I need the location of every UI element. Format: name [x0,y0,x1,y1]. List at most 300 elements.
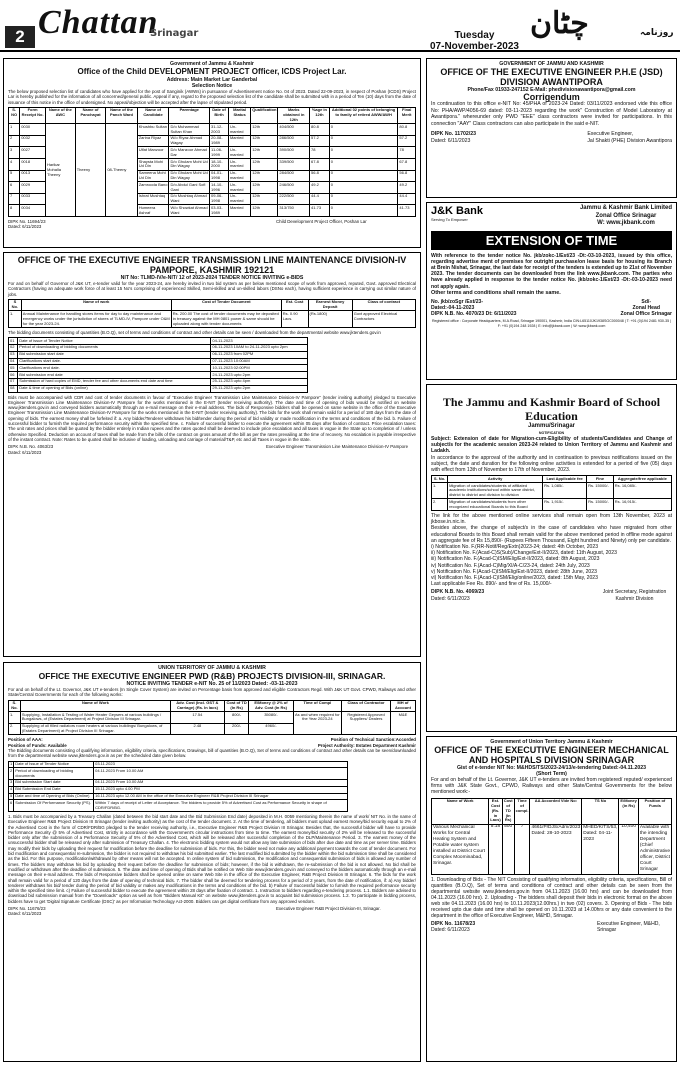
header-cell: S No. [9,299,22,311]
header-cell: Cost of TD (In Rs) [503,798,513,823]
table-cell: 25-11-2023 upto 4pm [211,378,308,385]
table-cell: Rs. 200.00 The cost of tender documents may be deposited in treasury against the MH 0801 power & same should be uploaded along with tender documents [171,311,281,327]
list-item: i) Notification No. F.(RR-Notif/Reg/Extn)2023-24; dated: 4th October, 2023 [431,544,599,551]
table-cell: 04.11.2023 From 10.00 AM [94,779,348,786]
notice-link: The link for the above mentioned online services shall remain open from 13th November, 2023 at jkbose.in.nic.in. [431,513,672,526]
table-cell: Theeny [75,124,106,217]
table-cell: 06-11-2023 10AM to 24-11-2023 upto 2pm [211,344,308,351]
table-cell: 10,400 [619,824,638,874]
page-number: 2 [5,26,35,48]
header-cell: Est. Cost (Rs. in Lacs) [490,798,501,823]
signatory: Executive Engineer Transmission Line Maintenance Division-IV Pampore [266,444,409,450]
signatory: Zonal Head [632,304,660,311]
table-cell: 5 [9,170,20,182]
table-cell: Various Mechanical Works for Central Heating System and Potable water system installed at District Court Complex Moominabad, Srinagar. [432,824,489,874]
table-cell: 06 [9,372,18,379]
table-cell: Ishrat Mushtaq [137,193,169,205]
header-cell: Aggregate/free applicable [613,476,671,483]
table-cell: D/o Muhammad Sultan Khan [169,124,210,136]
table-cell: 2 [9,135,20,147]
header-cell: Fine [587,476,614,483]
table-cell: 800/- [224,712,248,724]
signatory: Executive Engineer, M&HD, Srinagar [597,921,660,934]
table-cell: 0018 [20,159,46,171]
table-cell: 2. [9,723,21,735]
table-row [432,483,672,499]
notice-subject: Subject: Extension of date for Migration-cum-Eligibility of students/Candidates and Change of subject/s for the academic session 2023-24 related to Union Territory of Jammu and Kashmir and Ladakh. [431,436,672,455]
table-cell: 2.48 [170,723,224,735]
table-cell: 80.8 [398,124,416,136]
table-cell: Period of downloading of bidding documents [18,344,211,351]
table-cell: Un-married [228,193,250,205]
table-cell: Married [228,135,250,147]
header-cell: Marital Status [228,107,250,123]
list-item: ii) Notification No. F.(Acad-C)S(Sub)/Change/Ext-II/2023, dated: 11th August, 2023 [431,550,617,557]
table-row [9,768,348,780]
table-cell: 41.73 [310,205,330,217]
tlm-notice [3,252,421,657]
notice-body: 1. Bids must be accompanied by a Treasury Challan (dated between the bid start date and the Bid Submission End date) deposited in M.H. 0059 mentioning therein the name of work/ NIT No. in the name of Executive Engineer R&B Project Division III Srinagar (tender inviting authority) as the cost of the tender document. 2. At the time of tendering, all bidders must upload earnest money/bid security equal to 2% of the Advertised Cost in the form of CDR/FDR/BG pledged to the tender receiving authority, i.e., Executive Engineer R&B Project Division III Srinagar. Besides that, the successful bidder will have to provide Performance Security @ 5% of Advertised Cost, strictly in accordance with the Government's circular instructions from time to time. The earnest money/bid security of 2% will be released to the successful bidder only after the submission of a Performance Security of 5% of the Advertised Cost, which will be released after successful completion of the DLP/Maintenance Period. 3. The earnest money of the unsuccessful bidder shall be released only after submission of Treasury Challan. 4. The electronic bidding system would not allow any late submission of bids after due date and time as per server time. Bidders may modify their bids by uploading their request for modification before the deadline for submission of bids. For this, the bidder need not make any additional payment towards the cost of tender document. For bid modification and consequential re-submission, the bidder is not required to withdraw his bid submitted earlier. The last modified bid submitted by the bidder within the bid submission time shall be considered as the bid. For this purpose, modification/withdrawal by other means will not be accepted. In online system of bid submission, the modification and consequential submission of bids is allowed any number of times. The bidders may withdraw his bid by uploading their request before the deadline for submission of bids; however, if the bid is withdrawn, the re-submission of the bid is not allowed. No bid shall be modified or withdrawn after the deadline of submission. 5. The date and time of opening of Bids shall be notified on Web Site www.jktenders.gov.in and conveyed to the bidders automatically through an e-mail message on their e-mail address. The bids of Responsive bidders shall be opened online on same Web Site in the office of the Executive Engineer, R&B Project Division III Srinagar. 6. The bids for the work shall remain valid for a period of 120 days from the date of opening of technical bids. 7. The bidder shall be deemed for tendering process for a period of 2 years, from the date of notification, if: a) Any bidder/ tenderer withdraws his bid/ tender during the period of bid validity or makes any modifications in the terms and conditions of the bid. b) Failure of Successful bidder to furnish the required performance security within the specified time limit. c) Failure of successful bidder to execute the agreement within 28 days after fixation of contract. 1. Instruction to bidders regarding e-tendering process. 1.1. Bidders are advised to download bid submission manual from the "Downloads" option as well as from "Bidders Manual Kit" on website www.jktenders.gov.in to acquaint bid submission process. 1.2. To participate in bidding process, bidders have to get 'Digital Signature Certificate (DSC)' as per Information Technology Act-2000. Bidders can get digital certificate from any approved vendors. [8,813,416,904]
header-cell: Parentage [169,107,210,123]
table-cell: 56.8 [398,170,416,182]
notice-term: (Short Term) [536,771,567,777]
dipk-number: DIPK No. 11694/23 [8,219,46,225]
issue-date-text: 07-November-2023 [430,41,519,52]
table-row [9,365,308,372]
bank-logo: J&K Bank [431,205,483,217]
notice-nit: NOTICE INVITING TENDER e-NIT No. 25 of 11/2023 Dated: -03-11-2023 [126,681,298,687]
table-cell: 67.8 [398,159,416,171]
table-cell: Humeera Ashraf [137,205,169,217]
bank-website: W: www.jkbank.com [597,220,655,226]
header-cell: TS No [582,798,619,824]
table-cell: 0 [329,205,398,217]
table-cell: 41.73 [398,205,416,217]
table-cell: 15.11.2023 upto 4.00 PM [94,786,348,793]
notice-body: 1. Downloading of Bids - The NIT Consisting of qualifying information, eligibility criteria, specifications, Bill of quantities (B.O.Q), Set of terms and conditions of contract and other details can be seen from the departmental website www.jktenders.gov.in from 04.11.2023 (16.00 hrs) and can be downloaded from 04.11.2023 (16.00 hrs). 2. Uploading - The bidders shall deposit their bids in electronic format on the above web site 04.11.2023 (16.00 hrs) to 10.11.2023(12.00hrs.) in two (02) covers. 3. Opening of Bids - The bids received upto due date and time shall be opened on 10.11.2023 at 14.00hrs or any date convenient to the department in the office of Executive Engineer, M&HD, Srinagar. [431,876,672,920]
notice-body: The below proposed selection list of candidates who have applied for the post of Sanginik (AWWs) in pursuance of Advertisement notice No. 04 of 2023. Dated 22-09-2023, in respect of Poshan (ICDS) Project Lar is hereby published for the information of all concerned/general public. Appeal if any, regard to the proposed selection list of the candidate shall be submitted with in a period of Ten (10) days from the date of issuance of this notice in the office of undersigned. No appeal/objection will be accepted after the lapse of stipulated period. [8,89,416,105]
newspaper-city: Srinagar [150,28,199,39]
table-row [9,385,308,392]
table-cell: MHED/K/TS/53, Dated: 04-11-2023 [582,824,619,874]
table-cell: 24-11-2023 upto 2pm [211,372,308,379]
ref-number: No. jkb/zoSgr /Est/23- [431,298,484,305]
notice-signature [8,444,416,455]
header-cell: Qualification [251,107,278,123]
notice-body: In continuation to this office e-NIT No: 45/PHA of 2023-24 Dated: 03/11/2023 endorsed vide this office No: PHA/AWP/4056-69 dated: 03-11-2023 regarding the work" Construction of Model Laboratory at Awantipora." whereunder only PWD "EEE" class contractors were invited for participations. In this connection "AAY" Class contractors can also participate in the said e-NIT. [431,101,672,127]
dipk-number: DIPK N.B. No. 4069/23 [431,589,485,596]
issue-day: Tuesday [454,30,495,41]
table-row [9,793,348,800]
table-cell: W/o Riyaz Ahmad Wagay [169,135,210,147]
table-cell: Migration of candidates/students from other recognized educational Boards to this Board [448,499,543,511]
table-cell: 1 [10,761,13,767]
header-cell: E/Money @ 2% of Adv. Cost (In Rs) [249,700,293,712]
table-row [9,779,348,786]
table-cell: 04-11-2023 [211,338,308,345]
table-cell: 0 [329,124,398,136]
table-cell: 29-11-2023 upto 2pm [211,385,308,392]
notice-gov: UNION TERRITORY OF JAMMU & KASHMIR [158,665,266,671]
fee-table [431,475,672,511]
table-cell: Shaysta Mohi Ud Din [137,159,169,171]
table-cell: 6 [9,182,20,194]
table-cell: 20-08-1989 [210,135,229,147]
table-cell: (Rs.1800) [308,311,352,327]
list-item: vi) Notification No. F.(Acad-C)ISM/Elig/online/2023, dated: 15th May, 2023 [431,575,598,582]
notice-intro: For and on behalf of the Lt. Governor, J&K UT e-tenders are invited from registered/ reputed/ experienced firms with J&K State Govt., CPWD, Railways and other State/Central Governments for the below mentioned work:- [431,777,672,796]
table-cell: 49.2 [310,182,330,194]
schedule-note: The Bidding documents consisting of qualifying information, eligibility criteria, specifications, Drawings, bill of quantities (B.O.Q), Set of terms and conditions of contract and other details can be seen/downloaded from the departmental website www.jktenders.gov.in as per the scheduled date given below. [8,747,416,759]
table-cell: 0032 [20,135,46,147]
bank-brand [431,205,483,228]
table-cell: Within 7 days of receipt of Letter of Acceptance. The bidders to provide 5% of Advertised Cost as Performance Security in shape of CDR/FDR/BG. [94,800,348,812]
table-cell: 0 [329,182,398,194]
table-cell: M&E [390,712,415,735]
table-cell: 12th [251,182,278,194]
table-cell: 04-01-1998 [210,170,229,182]
table-cell: Rs. 16,085/- [613,483,671,499]
funds-label: Position of Funds: Available [8,742,67,748]
table-cell: 500 [502,824,514,874]
table-cell: 12th [251,205,278,217]
table-cell: 12th [251,159,278,171]
table-cell: 7 [514,824,530,874]
notice-signature [431,299,672,318]
notice-gov: GOVERNMENT OF JAMMU AND KASHMIR [499,61,604,67]
table-row [9,351,308,358]
newspaper-logo: Chattan [38,4,159,41]
table-cell: 14-10-1996 [210,182,229,194]
notice-signature [8,219,416,230]
header-cell: AA Accorded Vide No: [530,798,582,824]
list-item: v) Notification No. F.(Acad-C)ISM/Elig/Ext-II/2023, dated: 28th June, 2023 [431,568,597,575]
list-item: iv) Notification No. F.(Acad-C)Mig/XI/A-C/23-24, dated: 24th July, 2023 [431,562,590,569]
header-cell: Name of Work [432,798,489,824]
table-row [9,712,416,724]
notice-contact: Phone/Fax 01933-247152 E-Mail: phedivisionawantipora@gmail.com [467,87,636,93]
dipk-number: DIPK N.B. No. 4070/23 Dt: 6/11/2023 [431,311,517,318]
notice-other: Other terms and conditions shall remain the same. [431,289,561,296]
signatory: Executive Engineer, [587,131,634,138]
table-cell: As and when required for the Year 2023-24 [293,712,341,735]
jkbank-notice [426,202,677,380]
work-table [8,700,416,736]
table-cell: 284/500 [278,170,310,182]
table-cell: Registered Approved Suppliers/ Dealers [342,712,391,735]
table-cell: 0027 [20,147,46,159]
table-cell: 10-11-2023 02:00PM [211,365,308,372]
table-cell: 12th [251,170,278,182]
schedule-table [8,337,308,392]
table-cell: 17.54 [170,712,224,724]
notice-title: OFFICE THE EXECUTIVE ENGINEER PWD (R&B) PROJECTS DIVISION-III, SRINAGAR. [38,671,386,681]
header-cell: Position of Funds [638,798,671,824]
table-cell: 18-10-2000 [210,159,229,171]
table-cell: D/o Manzoor Ahmad Dar [169,147,210,159]
table-cell: 1 [9,124,20,136]
table-cell: Date & time of opening of Bids (online) [18,385,211,392]
table-cell: Clarifications end date. [18,365,211,372]
notice-type: NOTIFICATION [538,431,565,435]
icds-notice [3,58,421,248]
notice-last: Last applicable Fee Rs. 890/- and fine of Rs. 15,000/- [431,581,552,588]
table-cell: Rs. 15000/- [587,483,614,499]
table-cell: 4 [10,786,13,792]
notice-intro: For and on behalf of Governor of J&K UT, e-tender valid for the year 2023-24, are hereby invited in two bid system as per below mentioned scope of work from approved, reputed, Govt. approved Electrical Contractors (having an adequate work force of at least 15 No's comprising of experienced Skilled, Semi-skilled and un-skilled labors (DSNo each), having sufficient experience in carrying out similar nature of jobs. [8,281,416,297]
table-cell: 4661/P/DJS/Adm/2023 Dated: 28-10-2023 [530,824,582,874]
table-cell: Govt approved Electrical Contractors [352,311,415,327]
header-cell: Cost of Tender Document [171,299,281,311]
table-cell: 1. [9,311,22,327]
signatory: Child Development Project Officer, Poshan Lar [276,219,367,225]
table-cell: Zarina Riyaz [137,135,169,147]
table-cell: 3 [9,147,20,159]
table-cell: 12th [251,147,278,159]
table-cell: 0 [329,193,398,205]
table-row [432,824,672,874]
table-cell: 12th [251,124,278,136]
header-cell: Time of compl. [514,798,530,824]
table-cell: Rs. 0.90 Lacs. [281,311,308,327]
table-cell: D/o Abdul Gani Sofi Gani [169,182,210,194]
table-cell: 03.11.2023 [94,761,348,768]
table-row [9,338,308,345]
table-cell: Harikar Mohalla Theeny [46,124,76,217]
table-cell: Sameena Mohi Ud Din [137,170,169,182]
table-row [9,358,308,365]
header-cell: S. No. [432,476,448,483]
header-cell: Time of Compl [293,700,341,712]
table-cell: 03-03-1989 [210,205,229,217]
notice-date: Dated: 6/11/2023 [431,137,471,144]
table-cell: 404/500 [278,124,310,136]
table-cell: 12th [251,193,278,205]
notice-gov: Government of Union Territory Jammu & Kashmir [490,739,613,745]
table-cell: Ulfat Manzoor [137,147,169,159]
dipk-number: DIPK No. 11678/23 [431,921,476,928]
notice-intro: In accordance to the approval of the authority and in continuation to previous notifications issued on the subject, the date and duration for the following online activities is extended for a period of five (05) days with effect from 13th of November to 17th of November, 2023. [431,454,672,474]
notification-list [431,544,672,581]
table-cell: Zamrooda Bano [137,182,169,194]
schedule-table [8,761,348,812]
urdu-logo: چٹان [530,6,589,41]
table-cell: W/o Showkat Ahmad Wani [170,204,208,215]
urdu-tagline: روزنامہ [640,28,674,38]
table-cell: 1. [9,712,21,724]
table-cell: 0 [329,147,398,159]
table-cell: 0 [329,135,398,147]
bank-office: Zonal Office Srinagar [595,212,657,219]
header-cell: Name of Candidate [137,107,169,123]
table-header [432,798,672,824]
header-cell: %age in 12th [310,107,330,123]
table-cell: Date of issue of Tender Notice [18,338,211,345]
signatory-office: Jal Shakti (PHE) Division Awantipora [587,137,672,144]
table-cell: 4 [9,159,20,171]
bank-address [580,205,672,228]
table-cell: Bid Submission End Date [14,786,94,793]
work-table [8,299,416,328]
table-cell: Date and time of Opening of Bids (Online) [14,793,94,800]
table-cell: 0 [329,170,398,182]
table-cell: 2. [432,499,448,511]
header-cell: Cost of TD (In Rs) [224,700,248,712]
table-cell: 04.11.2023 From 10.00 AM [94,768,348,780]
list-item: iii) Notification No. F.(Acad-C)ISM/Elig/Ext-II/2023, dated: 8th August, 2023 [431,556,600,563]
header-cell: Name of Work [20,700,170,712]
table-cell: 31-12-2003 [210,124,229,136]
table-row [9,378,308,385]
aaa-value: Position of Technical Sanction:Accorded [330,737,416,743]
table-cell: 8 [9,205,20,217]
dipk-number: DIPK N.B. No. 4063/23 [8,444,54,450]
table-cell: Bid submission end date [18,372,211,379]
table-cell: 05 [9,365,18,372]
table-cell: Married [228,205,250,217]
table-cell: 286/500 [278,135,310,147]
table-cell: Available with the intending Department (Chief Administrative officer, District Court Srinagar [639,825,670,873]
notice-date: Dated: 6/11/2023 [431,927,470,934]
table-header [432,476,672,483]
header-cell: Adv. Cost (Incl. GST & Carriage) (Rs. In lacs) [170,700,224,712]
table-cell: 07-11-2023 10:00AM [211,358,308,365]
table-cell: Submission Of Performance Security (PS). [14,800,94,812]
table-cell: 7 [9,193,20,205]
table-cell: D/o Mushtaq Ahmad Wani [169,193,210,205]
table-cell: Khushbu Sultan [137,124,169,136]
table-cell: 49.2 [398,182,416,194]
table-cell: 5 [10,793,13,799]
bank-tagline: Serving To Empower [431,217,468,222]
table-cell: Un-married [228,170,250,182]
pwd-notice [3,662,421,1062]
table-cell: Migration of candidates/students of affiliated academic institutions/school within same district, district to district and division to division [448,483,543,499]
signatory: Joint Secretary, Registration Kashmir Division [602,589,667,602]
table-cell: Rs. 1,085/- [543,483,587,499]
notice-gov: Government of Jammu & Kashmir [170,61,254,67]
table-cell: 02 [9,344,18,351]
table-cell: Bid submission Start date [14,779,94,786]
table-cell: 1. [432,483,448,499]
phe-notice [426,58,677,198]
work-table [431,798,672,875]
notice-signature [431,921,672,933]
schedule-note: The bidding documents consisting of quantities (B.O.Q), set of terms and conditions of contract and other details can be seen / downloaded from the departmental website www.jktenders.gov.in [8,329,381,335]
table-row [9,124,416,136]
table-cell: 339/500 [278,159,310,171]
table-cell: 44.4 [310,193,330,205]
dipk-number: DIPK No. 11676/23 [8,905,46,911]
funds-value: Project Authority: Estates Department Kashmir [317,742,416,748]
table-cell: 11-06-1999 [210,147,229,159]
table-cell: 03 [9,351,18,358]
bank-name: Jammu & Kashmir Bank Limited [579,205,672,211]
table-row [9,800,348,812]
mech-notice [426,736,677,1062]
notice-signature [431,131,672,144]
header-cell: Activity [448,476,543,483]
signatory-office: Zonal Office Srinagar [620,311,672,318]
table-cell: 0029 [20,182,46,194]
header-cell: Est. Cost [281,299,308,311]
aaa-label: Position of AAA: [8,737,43,743]
notice-subtitle: Corrigendum [523,92,580,102]
notice-city: Jammu/Srinagar [527,423,576,429]
table-cell: 222/500 [278,193,310,205]
notice-nit: NIT No: TLMD-IV/e-NIT/ 12 of 2023-2024 TENDER NOTICE INVITING e-BIDS [120,275,304,281]
notice-date: Dated: 6/11/2023 [8,911,42,917]
table-cell: 57.2 [398,135,416,147]
table-cell: Bid submission start date [18,351,211,358]
table-cell: 01 [9,338,18,345]
header-cell: Final Merit [398,107,416,123]
header-cell: Earnest Money Deposit [308,299,352,311]
table-cell: Supplying of oil filled radiators room heaters at various buildings/ Bungalows, of (Estates Department) at Project Division III Srinagar. [20,723,170,735]
table-cell: 06-11-2023 from 02PM [211,351,308,358]
header-cell: Additional 02 points of belonging to family of retired AWW/AWH [329,107,398,123]
header-cell: Class of contract [352,299,415,311]
notice-besides: Besides above, the change of subject/s in the case of candidates who have migrated from other educational Boards to this Board shall remain valid for the above mentioned period in offline mode against an aggregate fee of Rs 15,890/- (Rupees Fifteen Thousand, Eight hundred and Ninety) only per candidate. [431,525,672,544]
table-cell: Submission of hard copies of EMD, tender fee and other documents end date and time [18,378,211,385]
table-header [9,107,416,123]
table-cell: Clarifications start date. [18,358,211,365]
header-cell: Name of Panchayat [75,107,106,123]
notice-nit: Gist of e-tender NIT No: M&HDS/TS/2023-24/13/e-tendering Dated:-04.11.2023 [456,765,647,771]
table-cell: D/o Ghulam Mohi Ud Din Wagay [170,170,208,180]
table-row [432,499,672,511]
notice-signature [431,589,672,601]
bose-notice [426,384,677,732]
table-cell: Un-married [228,147,250,159]
ref-date: Dated:-04-11-2023 [431,304,475,311]
table-cell: 2 [9,768,14,780]
table-cell: Date of Issue of Tender Notice [14,761,94,768]
table-cell: Rs. 1,915/- [543,499,587,511]
notice-title: OFFICE OF THE EXECUTIVE ENGINEER MECHANICAL AND HOSPITALS DIVISION SRINAGAR [434,745,669,765]
table-cell: 07 [9,378,18,385]
table-cell: Un-married [228,124,250,136]
table-cell: 6 [9,800,14,812]
table-cell: 08-Theeny [106,124,137,217]
table-cell: 78 [310,147,330,159]
table-cell: 0013 [20,170,46,182]
table-cell: 44.4 [398,193,416,205]
notice-signature [8,906,416,917]
table-cell: Annual Maintenance for handling stores items for day to day maintenance and emergency works under the jurisdiction of stores of TLMD-IV, Pampore under O&M for the year 2023-24. [22,310,170,326]
notice-date: Dated: 6/11/2023 [8,224,42,230]
table-cell: 3 [10,779,13,785]
header-cell: Date of Birth [210,107,229,123]
header-cell: S. No. [9,700,21,712]
signatory: Executive Engineer R&B Project Division-III, Srinagar. [276,905,381,911]
table-cell: 5.18 [489,824,502,874]
table-cell: 57.2 [310,135,330,147]
table-cell: 35080/- [249,712,293,724]
table-cell: 246/500 [278,182,310,194]
table-cell: 56.8 [310,170,330,182]
table-header [9,299,416,311]
table-cell: 16.11.2023 upto 12.00 AM in the office of the Executive Engineer R&B Project Division III Srinagar [94,793,348,800]
notice-body: Bids must be accompanied with CDR and cost of tender documents in favour of "Executive Engineer Transmission Line Maintenance Division-IV Pampore" (tender inviting authority) pledged to Executive Engineer Transmission Line Maintenance Division-IV Pampore for the works mentioned in the E-NIT (tender receiving authority). The date and time of opening of bids would be notified on website www.jktenders.gov.in and conveyed bidders automatically through an e-mail message on their e-mail address. The bids of Responsive bidders shall be opened on same website in the office of the Executive Engineer Transmission Line Maintenance Division-IV Pampore for the works mentioned in the E-NIT (tender receiving authority). The bids for the work shall remain valid for a period of 180 days from the date of opening of bids. The earnest money shall be forfeited if: a. Any bidder/Tenderer withdraws his bid/tender during the period of bid validity or made modification in the terms and conditions of the bid. b. Failure of successful bidder to furnish the required performance security within the specified time. c. Failure of successful bidder to execute the agreement within 05 days after fixation of contract. Price escalation taxes: The unit rates and prices shall be quoted by the bidder entirely in Indian rupees and the rates quoted shall be deemed to include price escalation and all taxes in vogue in the State up to completion of / unless otherwise Specified. Deduction on account of taxes shall be made from the bills of the contract on gross amount of the bill as per the rates prevailing at the time of recovery. No escalation is payable irrespective of the instant contract. Note: Rates to be quoted shall be inclusive of loading, unloading and carriage of material/T&P, etc and all Taxes in vogue in the state. [8,394,416,442]
notice-date: Dated: 6/11/2023 [8,449,42,455]
table-cell: Period of downloading of bidding documents [14,768,94,780]
table-cell: Rs. 15000/- [587,499,614,511]
table-cell: Un-married [228,159,250,171]
header-cell: Name of the AWC [46,107,76,123]
table-row [9,761,348,768]
table-cell: 09-06-1998 [210,193,229,205]
